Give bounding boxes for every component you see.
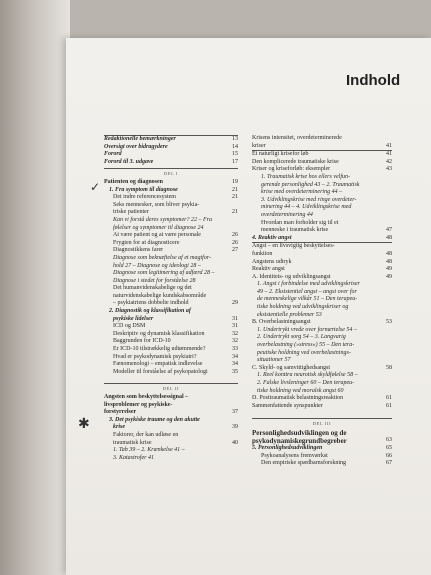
toc-entry-title: Fænomenologi – empatisk indlevelse bbox=[113, 361, 203, 368]
toc-entry-title: 1. Undertrykt vrede over fornærtelse 54 – bbox=[257, 326, 357, 333]
toc-entry bbox=[104, 338, 238, 346]
toc-entry-title: naturvidenskabelige kundskabsområde bbox=[113, 292, 207, 299]
toc-entry-title: gerende personlighed 43 – 2. Traumatisk bbox=[261, 181, 360, 188]
toc-entry-page: 42 bbox=[386, 158, 392, 165]
toc-entry-title: Forord bbox=[104, 151, 122, 158]
toc-entry bbox=[252, 380, 392, 388]
toc-left-column bbox=[104, 135, 238, 462]
toc-entry-page: 61 bbox=[386, 395, 392, 402]
star-mark-icon: ✱ bbox=[78, 416, 90, 432]
toc-entry-title: 4. Reaktiv angst bbox=[252, 234, 292, 241]
toc-entry-title: Psykoanalysens fremværkst bbox=[261, 452, 328, 459]
toc-entry bbox=[252, 281, 392, 289]
toc-entry bbox=[104, 151, 238, 159]
toc-entry-page: 65 bbox=[386, 444, 392, 451]
toc-entry bbox=[104, 455, 238, 463]
toc-entry-title: forstyrrelser bbox=[104, 409, 137, 416]
toc-entry bbox=[104, 409, 238, 417]
toc-entry-title: 3. Det psykiske traume og den akutte bbox=[109, 416, 200, 423]
toc-entry bbox=[252, 312, 392, 320]
toc-entry-page: 31 bbox=[232, 323, 238, 330]
toc-entry-title: 49 – 2. Eksistentiel angst – angst over for bbox=[257, 288, 357, 295]
toc-entry-title: Er ICD-10 tilstrækkelig udtømmende? bbox=[113, 346, 206, 353]
toc-entry-title: Kan vi forstå deres symptomer? 22 – Fra bbox=[113, 216, 212, 223]
toc-entry-title: overdeterminering 44 bbox=[261, 211, 313, 218]
toc-entry bbox=[104, 361, 238, 369]
toc-entry-page: 34 bbox=[232, 353, 238, 360]
toc-entry-title: – psykiatriens dobbelte indhold bbox=[113, 300, 189, 307]
toc-entry-page: 19 bbox=[232, 178, 238, 185]
toc-entry-title: Modeller til forståelse af psykopatologi bbox=[113, 368, 208, 375]
toc-entry-title: følelser og symptomer til diagnose 24 bbox=[113, 224, 204, 231]
toc-entry-page: 14 bbox=[232, 143, 238, 150]
toc-entry-page: 15 bbox=[232, 151, 238, 158]
part-divider: DEL II bbox=[104, 383, 238, 393]
toc-entry-title: Frygten for at diagnosticere bbox=[113, 239, 180, 246]
toc-entry-page: 47 bbox=[386, 227, 392, 234]
toc-entry-title: Hvad er psykodynamisk psykiatri? bbox=[113, 353, 197, 360]
toc-entry-title: Kriser og kriseforløb: eksempler bbox=[252, 166, 331, 173]
toc-entry bbox=[252, 350, 392, 358]
toc-entry-title: tiske holdning ved udviklingskriser og bbox=[257, 304, 349, 311]
toc-entry bbox=[252, 143, 392, 151]
toc-entry bbox=[104, 285, 238, 293]
toc-entry-page: 26 bbox=[232, 239, 238, 246]
toc-entry bbox=[104, 263, 238, 271]
toc-entry-title: Oversigt over bidragydere bbox=[104, 143, 168, 150]
toc-right-column bbox=[252, 135, 392, 468]
toc-entry-title: Seks mennesker, som bliver psykia- bbox=[113, 201, 200, 208]
toc-entry bbox=[104, 417, 238, 425]
toc-entry bbox=[252, 266, 392, 274]
toc-entry-title: Det indre referencesystem bbox=[113, 194, 176, 201]
toc-entry bbox=[252, 388, 392, 396]
toc-entry-page: 66 bbox=[386, 452, 392, 459]
toc-entry bbox=[252, 259, 392, 267]
toc-entry-title: 3. Udviklingskrise med ringe overdeter- bbox=[261, 196, 357, 203]
toc-entry-title: kriser bbox=[252, 142, 266, 149]
toc-entry-page: 29 bbox=[232, 300, 238, 307]
toc-entry-title: peutiske holdning ved overbelastnings- bbox=[257, 349, 351, 356]
toc-entry-page: 35 bbox=[232, 368, 238, 375]
toc-entry-page: 39 bbox=[232, 424, 238, 431]
toc-entry-title: 3. Katastrofer 41 bbox=[113, 454, 154, 461]
toc-entry-title: traumatisk krise bbox=[113, 439, 152, 446]
toc-entry bbox=[252, 220, 392, 228]
toc-entry bbox=[104, 232, 238, 240]
check-mark-icon: ✓ bbox=[90, 180, 101, 194]
toc-entry-title: psykodynamiskegrundbegreber bbox=[252, 436, 347, 445]
toc-entry-page: 17 bbox=[232, 158, 238, 165]
toc-entry-title: livsproblemer og psykiske- bbox=[104, 401, 173, 408]
toc-entry bbox=[104, 255, 238, 263]
toc-entry-title: Deskriptiv og dynamisk klassifikation bbox=[113, 330, 205, 337]
toc-entry bbox=[104, 247, 238, 255]
toc-entry bbox=[252, 227, 392, 235]
toc-entry bbox=[104, 432, 238, 440]
toc-entry-title: menneske i traumatisk krise bbox=[261, 227, 329, 234]
toc-entry-title: situationer 57 bbox=[257, 357, 291, 364]
toc-entry bbox=[104, 424, 238, 432]
toc-entry-title: overbelastning (»stress«) 55 – Den tera- bbox=[257, 342, 355, 349]
toc-entry bbox=[252, 342, 392, 350]
toc-entry bbox=[252, 429, 392, 437]
toc-entry-title: Den komplicerede traumatiske krise bbox=[252, 158, 339, 165]
toc-entry-page: 32 bbox=[232, 330, 238, 337]
toc-entry bbox=[252, 150, 392, 159]
toc-entry bbox=[104, 369, 238, 377]
toc-entry-title: 2. Diagnostik og klassifikation af bbox=[109, 308, 191, 315]
toc-entry bbox=[104, 135, 238, 144]
toc-entry bbox=[104, 293, 238, 301]
book-spine bbox=[0, 0, 70, 575]
toc-entry bbox=[104, 278, 238, 286]
toc-entry bbox=[104, 217, 238, 225]
toc-entry-title: 1. Traumatisk krise hos ellers velfun- bbox=[261, 173, 350, 180]
part-divider: DEL III bbox=[252, 418, 392, 428]
toc-entry-title: ICD og DSM bbox=[113, 323, 146, 330]
toc-entry-title: C. Skyld- og samvittighedsangst bbox=[252, 364, 330, 371]
toc-entry bbox=[104, 447, 238, 455]
toc-entry-title: hold 27 – Diagnose og ideologi 28 – bbox=[113, 262, 201, 269]
toc-entry-page: 32 bbox=[232, 338, 238, 345]
toc-entry-page: 61 bbox=[386, 402, 392, 409]
toc-entry bbox=[252, 212, 392, 220]
toc-entry-page: 41 bbox=[386, 142, 392, 149]
toc-entry-title: Personlighedsudviklingen og de bbox=[252, 428, 347, 437]
toc-entry-title: D. Posttraumatisk belastningsreaktion bbox=[252, 395, 344, 402]
toc-entry bbox=[104, 354, 238, 362]
toc-entry bbox=[104, 316, 238, 324]
toc-entry-title: Angsten som beskyttelsessignal – bbox=[104, 394, 189, 400]
toc-entry bbox=[104, 225, 238, 233]
toc-entry-title: Angst – en livsvigtig beskyttelses- bbox=[252, 243, 335, 250]
toc-entry-title: Diagnose som beknæftelse af et magtfor- bbox=[113, 254, 212, 261]
toc-entry-title: triske patienter bbox=[113, 209, 149, 216]
toc-entry-page: 58 bbox=[386, 364, 392, 371]
toc-entry-title: Faktorer, der kan udløse en bbox=[113, 431, 179, 438]
toc-entry bbox=[252, 204, 392, 212]
toc-entry-title: Det humanvidenskabelige og det bbox=[113, 285, 192, 292]
toc-entry-title: Angstens udtryk bbox=[252, 258, 292, 265]
toc-entry-title: At være patient og at være personale bbox=[113, 232, 201, 239]
toc-entry-page: 34 bbox=[232, 361, 238, 368]
part-divider: DEL I bbox=[104, 168, 238, 178]
toc-entry bbox=[104, 194, 238, 202]
toc-entry-page: 53 bbox=[386, 319, 392, 326]
toc-entry bbox=[252, 395, 392, 403]
toc-entry bbox=[104, 402, 238, 410]
toc-entry bbox=[104, 159, 238, 167]
toc-entry bbox=[104, 179, 238, 187]
toc-entry-title: Den empiriske spædbarnsforskning bbox=[261, 460, 346, 467]
toc-entry-title: krise med overdeterminering 44 – bbox=[261, 189, 343, 196]
toc-entry-title: 1. Tab 39 – 2. Krænkelse 41 – bbox=[113, 447, 185, 454]
toc-entry-page: 41 bbox=[386, 151, 392, 158]
toc-entry bbox=[252, 189, 392, 197]
toc-entry bbox=[252, 372, 392, 380]
toc-entry bbox=[104, 202, 238, 210]
toc-entry-title: Baggrunden for ICD-10 bbox=[113, 338, 171, 345]
page-title: Indhold bbox=[346, 72, 401, 89]
toc-entry-page: 40 bbox=[232, 439, 238, 446]
toc-entry bbox=[252, 166, 392, 174]
toc-entry bbox=[104, 144, 238, 152]
toc-entry bbox=[104, 308, 238, 316]
toc-entry-page: 37 bbox=[232, 409, 238, 416]
toc-entry-title: krise bbox=[113, 424, 125, 431]
toc-entry-page: 63 bbox=[386, 437, 392, 444]
toc-entry bbox=[252, 460, 392, 468]
toc-entry-page: 27 bbox=[232, 247, 238, 254]
toc-entry bbox=[104, 346, 238, 354]
toc-entry-page: 49 bbox=[386, 266, 392, 273]
toc-entry-title: 2. Falske livsleninger 60 – Den terapeu- bbox=[257, 380, 355, 386]
toc-entry-title: 5. Personlighedsudviklingen bbox=[252, 444, 323, 451]
toc-entry bbox=[252, 403, 392, 411]
toc-entry bbox=[252, 296, 392, 304]
toc-entry bbox=[252, 174, 392, 182]
toc-entry-title: A. Identitets- og udviklingsangst bbox=[252, 273, 331, 280]
toc-entry bbox=[104, 394, 238, 402]
toc-entry bbox=[252, 334, 392, 342]
toc-entry bbox=[252, 357, 392, 365]
toc-entry-title: Diagnose som legitimering af adfærd 28 – bbox=[113, 270, 215, 277]
toc-entry-page: 26 bbox=[232, 232, 238, 239]
toc-entry-page: 31 bbox=[232, 315, 238, 322]
toc-entry-page: 13 bbox=[232, 136, 238, 142]
toc-entry-page: 33 bbox=[232, 346, 238, 353]
toc-entry bbox=[104, 300, 238, 308]
toc-entry-title: 1. Fra symptom til diagnose bbox=[109, 186, 178, 193]
toc-entry-title: Forord til 3. udgave bbox=[104, 158, 154, 165]
toc-entry bbox=[252, 304, 392, 312]
toc-entry bbox=[252, 437, 392, 445]
toc-entry-title: Reaktiv angst bbox=[252, 266, 285, 273]
toc-entry bbox=[252, 445, 392, 453]
toc-entry-title: 1. Reel konttra neurotisk skyldfølelse 58 – bbox=[257, 372, 358, 379]
toc-entry bbox=[104, 209, 238, 217]
toc-entry-title: Hvordan man forholder sig til et bbox=[261, 219, 339, 226]
toc-entry bbox=[252, 319, 392, 327]
toc-entry bbox=[252, 251, 392, 259]
toc-entry bbox=[252, 242, 392, 251]
toc-entry bbox=[104, 323, 238, 331]
toc-entry-page: 43 bbox=[386, 166, 392, 173]
toc-entry-title: funktion bbox=[252, 250, 273, 257]
toc-entry bbox=[252, 135, 392, 143]
toc-entry-page: 48 bbox=[386, 258, 392, 265]
toc-entry-title: 2. Undertrykt sorg 54 – 3. Langvarig bbox=[257, 334, 346, 341]
toc-entry-title: Krisens intensitet, overdeterminerede bbox=[252, 135, 342, 141]
toc-entry-page: 67 bbox=[386, 460, 392, 467]
toc-entry-title: tiske holdning ved moralsk angst 60 bbox=[257, 387, 344, 394]
toc-entry-title: B. Overbelastningsangst bbox=[252, 319, 311, 326]
toc-entry-title: 1. Angst i forbindelse med udviklingskriser bbox=[257, 281, 360, 288]
toc-entry-title: minering 44 – 4. Udviklingskrise med bbox=[261, 204, 352, 211]
toc-entry-title: Diagnostikkens farer bbox=[113, 247, 164, 254]
toc-entry-page: 21 bbox=[232, 194, 238, 201]
toc-entry-title: eksistentielle problemer 53 bbox=[257, 311, 322, 318]
toc-entry-title: Et naturligt krisefor løb bbox=[252, 151, 309, 158]
toc-entry-page: 48 bbox=[386, 234, 392, 241]
toc-entry-title: Sammenfattende synspunkter bbox=[252, 402, 323, 409]
toc-entry-page: 21 bbox=[232, 186, 238, 193]
toc-entry-page: 21 bbox=[232, 209, 238, 216]
toc-entry-page: 49 bbox=[386, 273, 392, 280]
toc-entry-title: psykiske lidelser bbox=[113, 315, 154, 322]
toc-entry bbox=[104, 270, 238, 278]
toc-entry-title: Diagnose i stedet for forståelse 28 bbox=[113, 277, 196, 284]
toc-entry bbox=[252, 235, 392, 243]
toc-entry-page: 48 bbox=[386, 250, 392, 257]
toc-entry-title: Redaktionelle bemærkninger bbox=[104, 136, 176, 142]
toc-entry-title: Patienten og diagnosen bbox=[104, 178, 164, 185]
toc-entry-title: de menneskelige vilkår 51 – Den terapeu- bbox=[257, 296, 358, 303]
